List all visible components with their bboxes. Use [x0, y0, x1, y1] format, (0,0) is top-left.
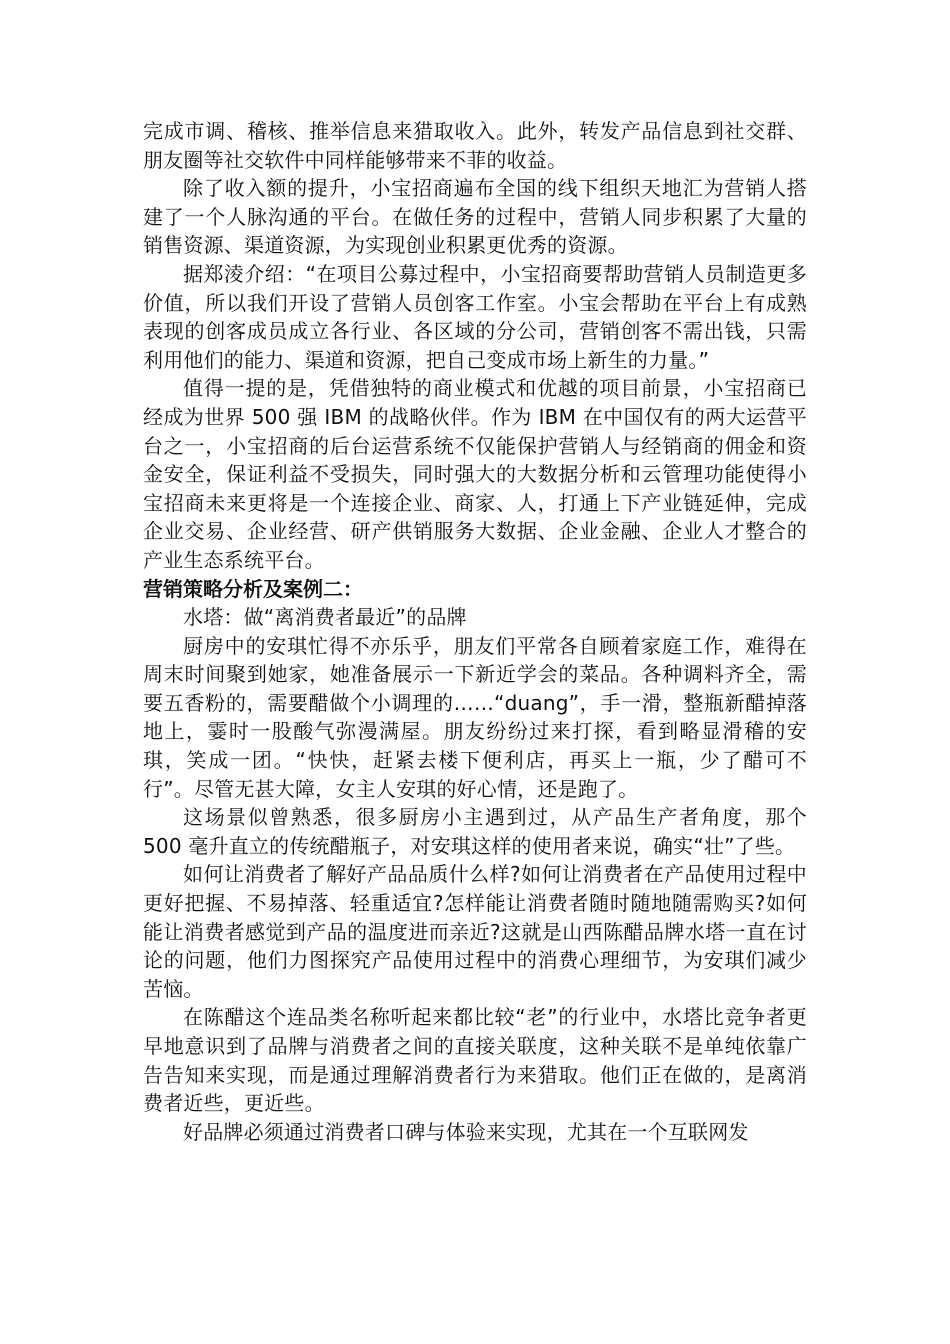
paragraph-continued: 完成市调、稽核、推举信息来猎取收入。此外，转发产品信息到社交群、朋友圈等社交软件中同样能够带来不菲的收益。 — [143, 119, 807, 172]
paragraph-brand-relation: 在陈醋这个连品类名称听起来都比较“老”的行业中，水塔比竞争者更早地意识到了品牌与消费者之间的直接关联度，这种关联不是单纯依靠广告告知来实现，而是通过理解消费者行为来猎取。他们正在做的，是离消费者近些，更近些。 — [143, 1005, 807, 1116]
case-subtitle: 水塔：做“离消费者最近”的品牌 — [183, 605, 467, 630]
paragraph-consumer-questions: 如何让消费者了解好产品品质什么样?如何让消费者在产品使用过程中更好把握、不易掉落、轻重适宜?怎样能让消费者随时随地随需购买?如何能让消费者感觉到产品的温度进而亲近?这就是山西陈醋品牌水塔一直在讨论的问题，他们力图探究产品使用过程中的消费心理细节，为安琪们减少苦恼。 — [143, 862, 807, 1001]
paragraph-kitchen-scene: 厨房中的安琪忙得不亦乐乎，朋友们平常各自顾着家庭工作，难得在周末时间聚到她家，她准备展示一下新近学会的菜品。各种调料齐全，需要五香粉的，需要醋做个小调理的……“duang”，手一滑，整瓶新醋掉落地上，霎时一股酸气弥漫满屋。朋友纷纷过来打探，看到略显滑稽的安琪，笑成一团。“快快，赶紧去楼下便利店，再买上一瓶，少了醋可不行”。尽管无甚大障，女主人安琪的好心情，还是跑了。 — [143, 633, 807, 801]
document-page — [143, 117, 807, 1146]
section-heading: 营销策略分析及案例二： — [143, 576, 363, 601]
paragraph-good-brand: 好品牌必须通过消费者口碑与体验来实现，尤其在一个互联网发 — [183, 1119, 749, 1144]
paragraph-quote-zheng-ling: 据郑淩介绍：“在项目公募过程中，小宝招商要帮助营销人员制造更多价值，所以我们开设了营销人员创客工作室。小宝会帮助在平台上有成熟表现的创客成员成立各行业、各区域的分公司，营销创客不需出钱，只需利用他们的能力、渠道和资源，把自己变成市场上新生的力量。” — [143, 261, 807, 372]
paragraph-network-platform: 除了收入额的提升，小宝招商遍布全国的线下组织天地汇为营销人搭建了一个人脉沟通的平台。在做任务的过程中，营销人同步积累了大量的销售资源、渠道资源，为实现创业积累更优秀的资源。 — [143, 176, 807, 258]
paragraph-ibm-partnership: 值得一提的是，凭借独特的商业模式和优越的项目前景，小宝招商已经成为世界 500 强 IBM 的战略伙伴。作为 IBM 在中国仅有的两大运营平台之一，小宝招商的后台运营系统不仅能保护营销人与经销商的佣金和资金安全，保证利益不受损失，同时强大的大数据分析和云管理功能使得小宝招商未来更将是一个连接企业、商家、人，打通上下产业链延伸，完成企业交易、企业经营、研产供销服务大数据、企业金融、企业人才整合的产业生态系统平台。 — [143, 376, 807, 572]
paragraph-vinegar-bottle: 这场景似曾熟悉，很多厨房小主遇到过，从产品生产者角度，那个 500 毫升直立的传统醋瓶子，对安琪这样的使用者来说，确实“壮”了些。 — [143, 805, 807, 858]
